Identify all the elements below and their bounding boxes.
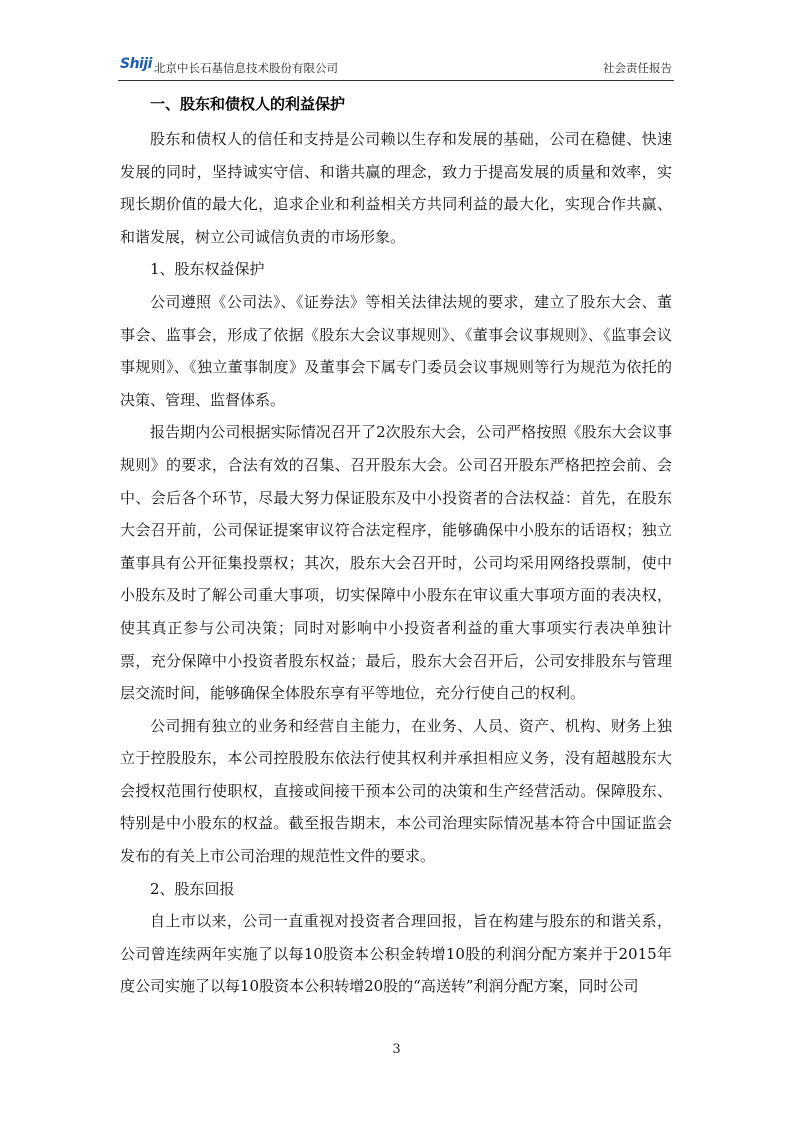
paragraph-independence: 公司拥有独立的业务和经营自主能力，在业务、人员、资产、机构、财务上独立于控股股东，本公司控股股东依法行使其权利并承担相应义务，没有超越股东大会授权范围行使职权，直接或间接干预本公司的决策和生产经营活动。保障股东、特别是中小股东的权益。截至报告期末，本公司治理实际情况基本符合中国证监会发布的有关上市公司治理的规范性文件的要求。 [120, 716, 672, 866]
page-number: 3 [392, 1042, 401, 1057]
document-body [120, 92, 672, 1003]
subheading-shareholder-returns: 2、股东回报 [150, 879, 235, 898]
page-header [118, 56, 674, 81]
paragraph-governance: 公司遵照《公司法》、《证券法》等相关法律法规的要求，建立了股东大会、董事会、监事会，形成了依据《股东大会议事规则》、《董事会议事规则》、《监事会议事规则》、《独立董事制度》及董事会下属专门委员会议事规则等行为规范为依托的决策、管理、监督体系。 [120, 292, 672, 409]
shiji-logo: Shiji [120, 56, 152, 72]
subheading-shareholder-rights: 1、股东权益保护 [150, 260, 265, 279]
paragraph-returns: 自上市以来，公司一直重视对投资者合理回报，旨在构建与股东的和谐关系，公司曾连续两年实施了以每10股资本公积金转增10股的利润分配方案并于2015年度公司实施了以每10股资本公积转增20股的“高送转”利润分配方案，同时公司 [120, 912, 672, 996]
company-name: 北京中长石基信息技术股份有限公司 [154, 61, 338, 75]
paragraph-intro: 股东和债权人的信任和支持是公司赖以生存和发展的基础，公司在稳健、快速发展的同时，坚持诚实守信、和谐共赢的理念，致力于提高发展的质量和效率，实现长期价值的最大化，追求企业和利益相关方共同利益的最大化，实现合作共赢、和谐发展，树立公司诚信负责的市场形象。 [120, 130, 672, 246]
paragraph-shareholder-meetings: 报告期内公司根据实际情况召开了2次股东大会，公司严格按照《股东大会议事规则》的要求，合法有效的召集、召开股东大会。公司召开股东严格把控会前、会中、会后各个环节，尽最大努力保证股东及中小投资者的合法权益：首先，在股东大会召开前，公司保证提案审议符合法定程序，能够确保中小股东的话语权；独立董事具有公开征集投票权；其次，股东大会召开时，公司均采用网络投票制，使中小股东及时了解公司重大事项，切实保障中小股东在审议重大事项方面的表决权，使其真正参与公司决策；同时对影响中小投资者利益的重大事项实行表决单独计票，充分保障中小投资者股东权益；最后，股东大会召开后，公司安排股东与管理层交流时间，能够确保全体股东享有平等地位，充分行使自己的权利。 [120, 423, 672, 703]
section-title: 一、股东和债权人的利益保护 [150, 95, 346, 113]
report-title: 社会责任报告 [603, 61, 672, 75]
